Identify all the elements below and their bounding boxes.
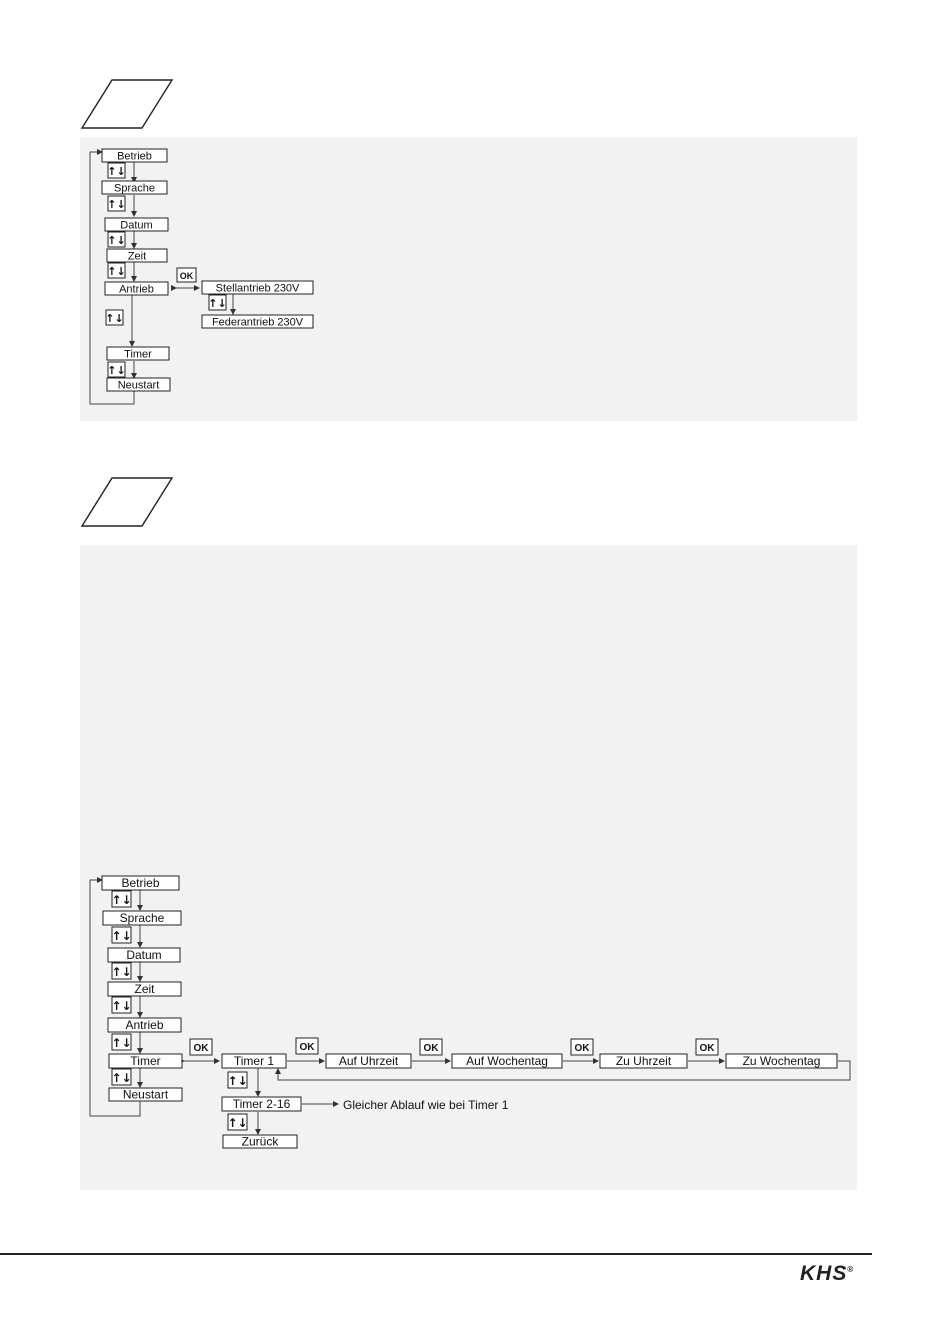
updown-key-icon (107, 232, 125, 247)
updown-key-icon (107, 196, 125, 211)
menu-label-zeit: Zeit (134, 982, 155, 996)
svg-text:OK: OK (423, 1043, 439, 1054)
updown-key-icon (111, 1034, 131, 1050)
ok-key-icon (296, 1038, 318, 1054)
menu-label-datum: Datum (126, 948, 162, 962)
chain-label-auf-wochentag: Auf Wochentag (466, 1054, 548, 1068)
same-flow-text: Gleicher Ablauf wie bei Timer 1 (343, 1098, 509, 1112)
svg-text:↑↓: ↑↓ (107, 198, 126, 211)
menu-label-betrieb: Betrieb (121, 876, 160, 890)
menu-label-timer: Timer (124, 348, 152, 361)
menu-label-neustart: Neustart (122, 1087, 169, 1102)
menu-label-timer: Timer (130, 1054, 161, 1068)
svg-text:↑↓: ↑↓ (111, 893, 132, 907)
updown-key-icon (111, 997, 131, 1013)
updown-key-icon (111, 927, 131, 943)
diagram-1 (90, 149, 313, 404)
menu-label-betrieb: Betrieb (117, 150, 152, 163)
menu-label-sprache: Sprache (114, 182, 155, 195)
svg-text:OK: OK (179, 271, 194, 281)
menu-label-datum: Datum (120, 219, 153, 232)
updown-key-icon (105, 310, 123, 325)
menu-label-antrieb: Antrieb (119, 283, 154, 296)
svg-text:↑↓: ↑↓ (107, 234, 126, 247)
svg-text:↑↓: ↑↓ (111, 965, 132, 979)
updown-key-icon (227, 1072, 247, 1088)
diagram-2 (90, 876, 850, 1149)
svg-text:OK: OK (193, 1043, 209, 1054)
khs-logo: KHS® (800, 1262, 855, 1285)
svg-text:↑↓: ↑↓ (111, 1036, 132, 1050)
svg-text:↑↓: ↑↓ (111, 1071, 132, 1085)
svg-text:OK: OK (574, 1043, 590, 1054)
svg-text:↑↓: ↑↓ (227, 1116, 248, 1130)
svg-text:OK: OK (699, 1043, 715, 1054)
timer-range-label: Timer 2-16 (232, 1097, 291, 1111)
svg-text:↑↓: ↑↓ (227, 1074, 248, 1088)
ok-key-icon (420, 1039, 442, 1055)
updown-key-icon (111, 1069, 131, 1085)
svg-text:↑↓: ↑↓ (107, 265, 126, 278)
chain-label-zu-uhrzeit: Zu Uhrzeit (615, 1054, 672, 1068)
chain-label-auf-uhrzeit: Auf Uhrzeit (338, 1054, 399, 1068)
svg-text:↑↓: ↑↓ (208, 297, 227, 310)
svg-text:↑↓: ↑↓ (111, 999, 132, 1013)
svg-text:OK: OK (299, 1042, 315, 1053)
updown-key-icon (111, 891, 131, 907)
chain-label-zu-wochentag: Zu Wochentag (742, 1054, 821, 1068)
menu-label-antrieb: Antrieb (125, 1018, 164, 1032)
submenu-label-federantrieb: Federantrieb 230V (211, 316, 304, 329)
ok-key-icon (190, 1039, 212, 1055)
ok-key-icon (571, 1039, 593, 1055)
menu-label-zeit: Zeit (127, 250, 147, 263)
svg-text:↑↓: ↑↓ (105, 312, 124, 325)
updown-key-icon (208, 295, 226, 310)
ok-key-icon (177, 268, 196, 282)
menu-label-sprache: Sprache (119, 911, 165, 925)
ok-key-icon (696, 1039, 718, 1055)
timer1-label: Timer 1 (233, 1054, 275, 1068)
back-label: Zurück (241, 1134, 279, 1149)
footer-rule (0, 1253, 872, 1255)
svg-text:↑↓: ↑↓ (107, 165, 126, 178)
updown-key-icon (111, 963, 131, 979)
submenu-label-stellantrieb: Stellantrieb 230V (215, 282, 300, 295)
updown-key-icon (107, 362, 125, 377)
updown-key-icon (107, 263, 125, 278)
menu-label-neustart: Neustart (117, 379, 160, 392)
svg-text:↑↓: ↑↓ (107, 364, 126, 377)
updown-key-icon (107, 163, 125, 178)
svg-text:↑↓: ↑↓ (111, 929, 132, 943)
updown-key-icon (227, 1114, 247, 1130)
